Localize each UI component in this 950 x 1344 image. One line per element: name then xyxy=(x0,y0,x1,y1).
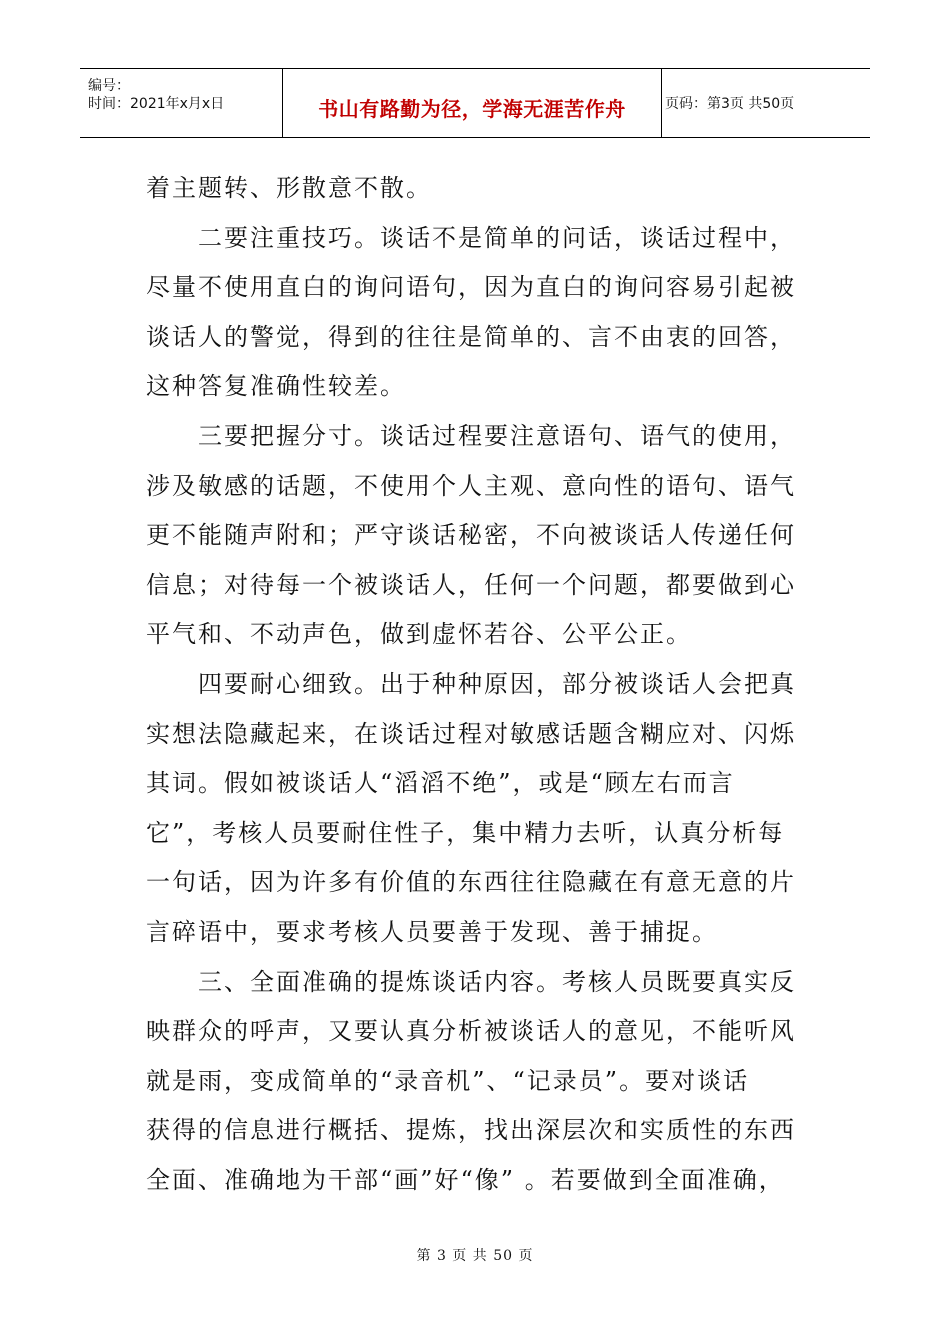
text-line: 获得的信息进行概括、提炼，找出深层次和实质性的东西 xyxy=(146,1116,796,1145)
text-line: 三、全面准确的提炼谈话内容。考核人员既要真实反 xyxy=(146,967,796,996)
number-label: 编号： xyxy=(88,78,130,94)
text-line: 信息；对待每一个被谈话人，任何一个问题，都要做到心 xyxy=(146,570,796,599)
motto: 书山有路勤为径，学海无涯苦作舟 xyxy=(318,97,626,121)
text-line: 它”，考核人员要耐住性子，集中精力去听，认真分析每 xyxy=(146,818,785,847)
text-line: 更不能随声附和；严守谈话秘密，不向被谈话人传递任何 xyxy=(146,521,796,550)
text-line: 二要注重技巧。谈话不是简单的问话，谈话过程中， xyxy=(146,223,796,252)
header-meta-cell xyxy=(80,69,282,137)
text-line: 其词。假如被谈话人“滔滔不绝”，或是“顾左右而言 xyxy=(146,769,735,798)
text-line: 涉及敏感的话题，不使用个人主观、意向性的语句、语气 xyxy=(146,471,796,500)
body-text xyxy=(146,164,826,1205)
text-line: 全面、准确地为干部“画”好“像” 。若要做到全面准确， xyxy=(146,1165,785,1194)
text-line: 这种答复准确性较差。 xyxy=(146,372,406,401)
page-footer: 第 3 页 共 50 页 xyxy=(416,1248,534,1264)
header-page-cell xyxy=(661,69,870,137)
text-line: 平气和、不动声色，做到虚怀若谷、公平公正。 xyxy=(146,620,692,649)
header-motto-cell xyxy=(282,69,662,137)
text-line: 尽量不使用直白的询问语句，因为直白的询问容易引起被 xyxy=(146,273,796,302)
text-line: 三要把握分寸。谈话过程要注意语句、语气的使用， xyxy=(146,421,796,450)
text-line: 一句话，因为许多有价值的东西往往隐藏在有意无意的片 xyxy=(146,868,796,897)
text-line: 实想法隐藏起来，在谈话过程对敏感话题含糊应对、闪烁 xyxy=(146,719,796,748)
page-info: 页码：第3页 共50页 xyxy=(665,96,795,112)
text-line: 映群众的呼声，又要认真分析被谈话人的意见，不能听风 xyxy=(146,1017,796,1046)
text-line: 着主题转、形散意不散。 xyxy=(146,174,432,202)
text-line: 就是雨，变成简单的“录音机”、“记录员”。要对谈话 xyxy=(146,1066,750,1095)
text-line: 言碎语中，要求考核人员要善于发现、善于捕捉。 xyxy=(146,917,718,946)
time-label: 时间：2021年x月x日 xyxy=(88,96,225,112)
text-line: 四要耐心细致。出于种种原因，部分被谈话人会把真 xyxy=(146,669,796,698)
page-header xyxy=(80,68,870,138)
text-line: 谈话人的警觉，得到的往往是简单的、言不由衷的回答， xyxy=(146,322,796,351)
